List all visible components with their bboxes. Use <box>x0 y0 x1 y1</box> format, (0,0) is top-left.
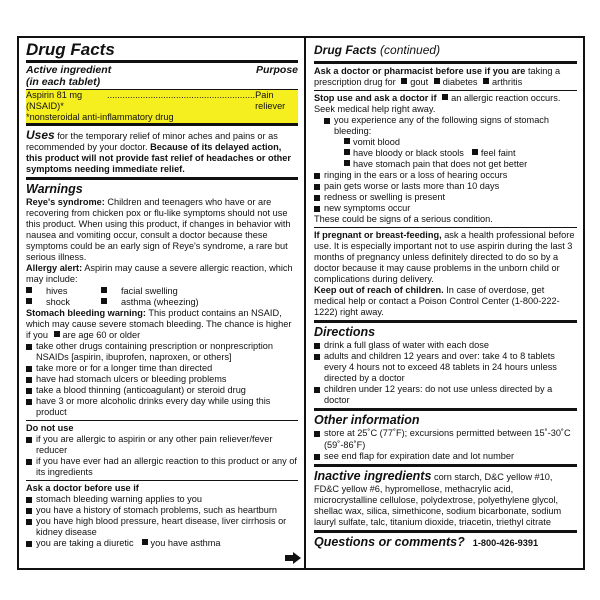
questions-phone: 1-800-426-9391 <box>472 537 539 548</box>
condition-arthritis: arthritis <box>492 76 523 87</box>
allergy-item: shock <box>46 296 71 307</box>
list-item: stomach bleeding warning applies to you <box>26 494 298 505</box>
list-item: children under 12 years: do not use unless directed by a doctor <box>314 384 577 406</box>
left-column <box>19 38 306 568</box>
list-item: redness or swelling is present <box>314 192 577 203</box>
list-item: if you have ever had an allergic reaction to this product or any of its ingredients <box>26 456 298 478</box>
ask-pharmacist-section <box>314 61 577 90</box>
reye-label: Reye's syndrome: <box>26 197 105 208</box>
inactive-text: corn starch, D&C yellow #10, FD&C yellow #6, hypromellose, methacrylic acid, microcrystalline cellulose, polydextrose, polyethylene glycol, shellac wax, silica, simethicone, sodium bicarbonate, sodium lauryl sulfate, talc, titanium dioxide, triacetin, triethyl citrate <box>314 471 562 527</box>
uses-heading: Uses <box>26 127 55 142</box>
inactive-heading: Inactive ingredients <box>314 468 432 483</box>
stop-use-heading: Stop use and ask a doctor if <box>314 92 437 103</box>
arrow-right-icon <box>285 552 301 564</box>
condition-diabetes: diabetes <box>442 76 478 87</box>
list-item: have had stomach ulcers or bleeding problems <box>26 374 298 385</box>
stop-first-item: an allergic reaction occurs. Seek medical help right away. <box>314 92 561 114</box>
uses-text: for the temporary relief of minor aches and pains or as recommended by your doctor. <box>26 130 278 153</box>
stomach-warning <box>26 308 298 341</box>
other-info-heading: Other information <box>314 413 420 428</box>
continued-title-suffix: (continued) <box>380 43 441 57</box>
list-item: take other drugs containing prescription or nonprescription NSAIDs [aspirin, ibuprofen, naproxen, or others] <box>26 341 298 363</box>
directions-list <box>314 340 577 406</box>
allergy-item: facial swelling <box>121 285 178 296</box>
allergy-row-1 <box>26 286 298 297</box>
sign-vomit: vomit blood <box>353 136 400 147</box>
list-item: ringing in the ears or a loss of hearing occurs <box>314 170 577 181</box>
directions-section <box>314 320 577 408</box>
sign-stools: have bloody or black stools <box>353 147 464 158</box>
directions-heading: Directions <box>314 325 376 340</box>
condition-gout: gout <box>410 76 429 87</box>
allergy-item: hives <box>46 285 68 296</box>
list-item: see end flap for expiration date and lot number <box>314 451 577 462</box>
list-item: new symptoms occur <box>314 203 577 214</box>
inactive-section <box>314 464 577 530</box>
list-item: take more or for a longer time than directed <box>26 363 298 374</box>
bleeding-list <box>314 115 577 137</box>
ask-doctor-section <box>26 480 298 551</box>
ask-doctor-heading: Ask a doctor before use if <box>26 483 139 494</box>
pregnancy-section <box>314 227 577 320</box>
allergy-alert <box>26 263 298 285</box>
serious-condition-note: These could be signs of a serious condition. <box>314 214 493 224</box>
list-item: adults and children 12 years and over: take 4 to 8 tablets every 4 hours not to exceed 48 tablets in 24 hours unless directed by a doctor <box>314 351 577 384</box>
reye-text: Children and teenagers who have or are recovering from chicken pox or flu-like symptoms should not use this product. When using this product, if changes in behavior with nausea and vomiting occur, consult a doctor because these symptoms could be an early sign of Reye's syndrome, a rare but serious illness. <box>26 197 291 263</box>
list-item: if you are allergic to aspirin or any other pain reliever/fever reducer <box>26 434 298 456</box>
asthma-item: you have asthma <box>150 538 221 549</box>
questions-label: Questions or comments? <box>314 534 465 549</box>
do-not-use-section <box>26 420 298 480</box>
continued-title-main: Drug Facts <box>314 43 377 57</box>
list-item: pain gets worse or lasts more than 10 days <box>314 181 577 192</box>
stop-use-section <box>314 90 577 227</box>
keep-out-text: In case of overdose, get medical help or contact a Poison Control Center (1-800-222-1222) right away. <box>314 285 560 318</box>
allergy-row-2 <box>26 297 298 308</box>
keep-out-label: Keep out of reach of children. <box>314 285 444 296</box>
ingredient-purpose: Pain reliever <box>255 89 286 111</box>
drug-facts-label <box>17 36 585 570</box>
warnings-heading: Warnings <box>26 182 83 197</box>
continued-title <box>314 40 577 59</box>
ask-doctor-list <box>26 494 298 549</box>
ingredient-name: Aspirin 81 mg (NSAID)* <box>26 89 83 111</box>
other-info-section <box>314 408 577 463</box>
active-ingredient-subheading: (in each tablet) <box>26 75 101 88</box>
nsaid-footnote: *nonsteroidal anti-inflammatory drug <box>26 112 298 123</box>
drug-facts-title: Drug Facts <box>26 40 115 59</box>
diuretic-item: you are taking a diuretic <box>36 538 134 549</box>
purpose-heading: Purpose <box>255 63 298 76</box>
warnings-section <box>26 177 298 420</box>
pregnancy-label: If pregnant or breast-feeding, <box>314 230 442 241</box>
list-item: drink a full glass of water with each dose <box>314 340 577 351</box>
uses-bold-text: Because of its delayed action, this product will not provide fast relief of headaches or other symptoms needing immediate relief. <box>26 142 291 175</box>
list-item <box>26 538 298 549</box>
list-item: have 3 or more alcoholic drinks every day while using this product <box>26 396 298 418</box>
do-not-use-heading: Do not use <box>26 422 74 433</box>
do-not-use-list <box>26 434 298 478</box>
allergy-label: Allergy alert: <box>26 263 83 274</box>
stomach-text: This product contains an NSAID, which may cause severe stomach bleeding. The chance is higher if you <box>26 307 292 340</box>
list-item: you have a history of stomach problems, such as heartburn <box>26 505 298 516</box>
stomach-first-item: are age 60 or older <box>62 329 141 340</box>
stomach-list <box>26 341 298 418</box>
ask-pharmacist-text: taking a prescription drug for <box>314 65 561 87</box>
questions-section <box>314 530 577 552</box>
sign-faint: feel faint <box>480 147 516 158</box>
active-ingredient-section <box>26 60 298 123</box>
pregnancy-text: ask a health professional before use. It is especially important not to use aspirin during the last 3 months of pregnancy unless definitely directed to do so by a doctor because it may cause problems in the unborn child or complications during delivery. <box>314 230 575 285</box>
allergy-text: Aspirin may cause a severe allergic reaction, which may include: <box>26 263 293 285</box>
ingredient-dots: .......................................................... <box>107 89 256 100</box>
stomach-label: Stomach bleeding warning: <box>26 307 146 318</box>
stop-list <box>314 170 577 214</box>
reye-warning <box>26 197 298 263</box>
ingredient-row <box>26 89 298 112</box>
list-item: take a blood thinning (anticoagulant) or steroid drug <box>26 385 298 396</box>
list-item: you have high blood pressure, heart disease, liver cirrhosis or kidney disease <box>26 516 298 538</box>
other-info-list <box>314 428 577 461</box>
right-column <box>306 38 583 568</box>
list-item: you experience any of the following signs of stomach bleeding: <box>324 115 577 137</box>
active-ingredient-heading: Active ingredient <box>26 63 112 76</box>
sign-pain: have stomach pain that does not get better <box>353 158 528 169</box>
uses-section <box>26 123 298 177</box>
ask-pharmacist-lead: Ask a doctor or pharmacist before use if you are <box>314 65 526 76</box>
allergy-item: asthma (wheezing) <box>121 296 199 307</box>
list-item: store at 25˚C (77˚F); excursions permitted between 15˚-30˚C (59˚-86˚F) <box>314 428 577 450</box>
